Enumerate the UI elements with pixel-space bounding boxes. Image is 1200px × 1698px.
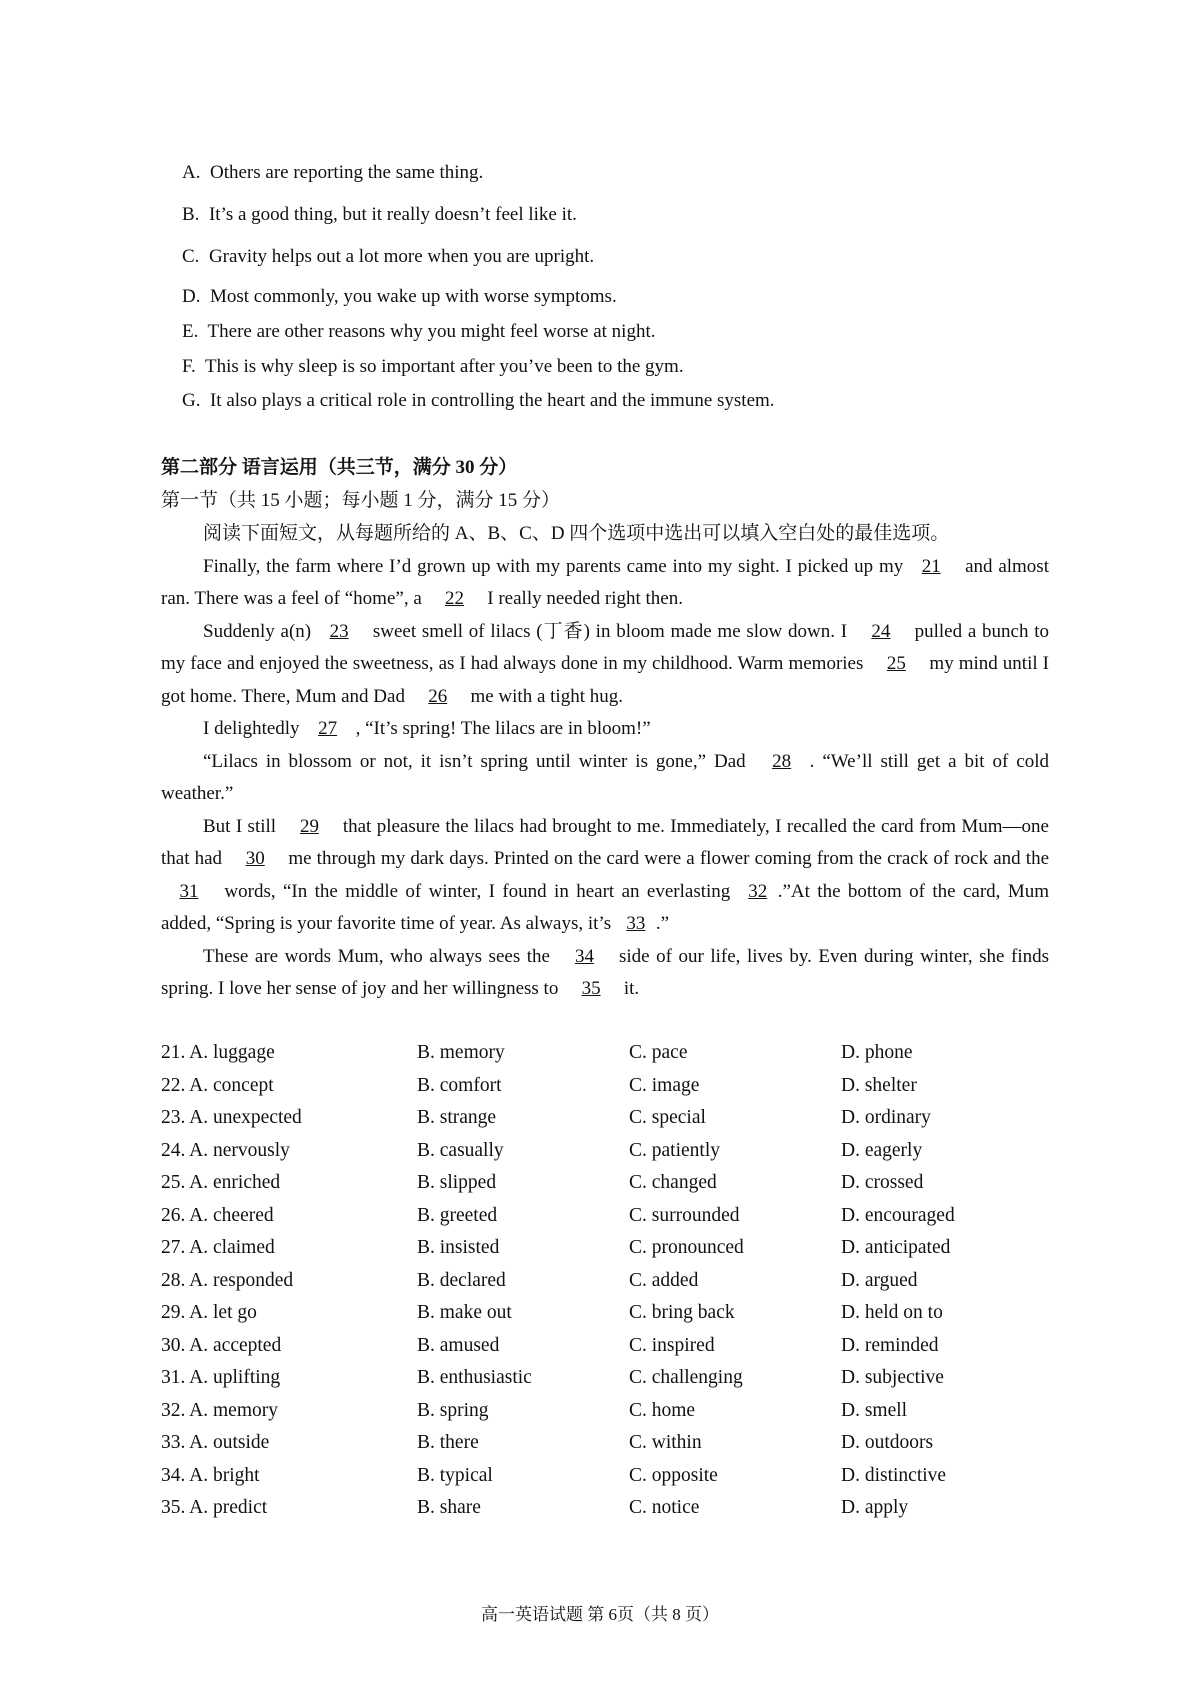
choice-a: 24. A. nervously <box>161 1139 290 1161</box>
option-letter: E. <box>182 321 199 342</box>
choice-a: 29. A. let go <box>161 1302 257 1323</box>
option-letter: D. <box>182 286 201 307</box>
passage-text: sweet smell of lilacs (丁香) in bloom made me slow down. I <box>367 620 853 642</box>
blank-33: 33 <box>626 913 646 934</box>
choice-a: 30. A. accepted <box>161 1334 282 1356</box>
option-letter: F. <box>182 356 196 377</box>
passage-text: I really needed right then. <box>482 588 683 609</box>
choice-d: D. argued <box>841 1269 918 1291</box>
blank-22: 22 <box>445 588 465 609</box>
choice-b: B. casually <box>417 1139 504 1161</box>
choice-b: B. memory <box>417 1042 505 1063</box>
option-d <box>182 285 617 309</box>
choice-a: 25. A. enriched <box>161 1172 281 1193</box>
passage-text: pulled a bunch to my face and enjoyed the sweetness, as I had always done in my childhood. Warm memories <box>161 620 1049 674</box>
blank-32: 32 <box>748 880 768 902</box>
choice-d: D. phone <box>841 1042 913 1063</box>
passage-paragraph-3 <box>161 713 1049 746</box>
option-letter: A. <box>182 162 201 183</box>
choice-b: B. spring <box>417 1399 489 1421</box>
question-row-30 <box>161 1330 1061 1362</box>
blank-24: 24 <box>871 620 891 642</box>
option-text: It’s a good thing, but it really doesn’t feel like it. <box>208 204 577 225</box>
choice-b: B. typical <box>417 1464 493 1486</box>
passage-paragraph-4 <box>161 746 1049 811</box>
question-row-26 <box>161 1200 1061 1232</box>
choice-b: B. strange <box>417 1107 497 1128</box>
passage-paragraph-5 <box>161 811 1049 941</box>
question-row-28 <box>161 1265 1061 1297</box>
passage-text: . “We’ll still get a bit of cold weather.” <box>161 750 1049 804</box>
choice-b: B. declared <box>417 1269 506 1291</box>
option-text: Others are reporting the same thing. <box>209 162 484 183</box>
choice-a: 33. A. outside <box>161 1432 270 1453</box>
option-text: There are other reasons why you might feel worse at night. <box>207 321 656 342</box>
choice-c: C. bring back <box>629 1302 735 1323</box>
passage-paragraph-1 <box>161 551 1049 616</box>
option-g <box>182 389 775 413</box>
choice-c: C. added <box>629 1269 699 1291</box>
choice-b: B. insisted <box>417 1237 500 1258</box>
question-row-31 <box>161 1362 1061 1394</box>
option-letter: G. <box>182 390 201 411</box>
choice-a: 31. A. uplifting <box>161 1367 281 1388</box>
choice-a: 26. A. cheered <box>161 1204 274 1226</box>
choice-c: C. special <box>629 1107 706 1128</box>
instruction: 阅读下面短文，从每题所给的 A、B、C、D 四个选项中选出可以填入空白处的最佳选项。 <box>203 523 950 544</box>
question-row-34 <box>161 1460 1061 1492</box>
option-c <box>182 245 594 269</box>
choice-b: B. enthusiastic <box>417 1367 532 1388</box>
blank-29: 29 <box>299 815 319 837</box>
question-row-25 <box>161 1167 1061 1199</box>
choice-b: B. greeted <box>417 1204 498 1226</box>
question-row-27 <box>161 1232 1061 1264</box>
choice-d: D. anticipated <box>841 1237 951 1258</box>
option-text: It also plays a critical role in controlling the heart and the immune system. <box>209 390 775 411</box>
choice-d: D. smell <box>841 1399 908 1421</box>
question-row-24 <box>161 1135 1061 1167</box>
passage-text: it. <box>619 978 640 999</box>
page-footer: 高一英语试题 第 6页（共 8 页） <box>481 1605 719 1624</box>
passage-text: my mind until I got home. There, Mum and Dad <box>161 653 1049 707</box>
question-row-22 <box>161 1070 1061 1102</box>
question-row-32 <box>161 1395 1061 1427</box>
option-text: Most commonly, you wake up with worse symptoms. <box>209 286 617 307</box>
blank-34: 34 <box>574 945 594 967</box>
passage-paragraph-2 <box>161 616 1049 714</box>
choice-c: C. home <box>629 1399 696 1421</box>
option-b <box>182 203 577 227</box>
blank-21: 21 <box>921 555 941 577</box>
passage-text: and almost ran. There was a feel of “home”, a <box>161 555 1049 609</box>
choice-d: D. encouraged <box>841 1204 955 1226</box>
blank-26: 26 <box>428 685 448 707</box>
choice-a: 32. A. memory <box>161 1399 278 1421</box>
blank-35: 35 <box>581 978 601 999</box>
choice-b: B. comfort <box>417 1074 502 1096</box>
choice-a: 28. A. responded <box>161 1269 294 1291</box>
choice-a: 35. A. predict <box>161 1497 268 1518</box>
passage-text: .” <box>655 913 670 934</box>
choice-d: D. reminded <box>841 1334 939 1356</box>
choice-b: B. make out <box>417 1302 512 1323</box>
question-row-33 <box>161 1427 1061 1459</box>
passage-text: But I still <box>203 815 282 837</box>
question-row-23 <box>161 1102 1061 1134</box>
choice-a: 21. A. luggage <box>161 1042 275 1063</box>
passage-text: me through my dark days. Printed on the card were a flower coming from the crack of rock and the <box>283 848 1049 869</box>
choice-d: D. eagerly <box>841 1139 923 1161</box>
option-text: This is why sleep is so important after you’ve been to the gym. <box>204 356 684 377</box>
choice-b: B. slipped <box>417 1172 497 1193</box>
choice-c: C. opposite <box>629 1464 718 1486</box>
passage-paragraph-6 <box>161 941 1049 1006</box>
choice-d: D. crossed <box>841 1172 924 1193</box>
choice-c: C. pronounced <box>629 1237 744 1258</box>
cloze-passage <box>161 518 1049 1006</box>
question-row-35 <box>161 1492 1061 1524</box>
choice-b: B. amused <box>417 1334 500 1356</box>
choice-c: C. notice <box>629 1497 700 1518</box>
option-e <box>182 320 655 344</box>
option-a <box>182 161 483 185</box>
choice-c: C. inspired <box>629 1334 715 1356</box>
passage-text: Finally, the farm where I’d grown up with my parents came into my sight. I picked up my <box>203 555 904 577</box>
blank-23: 23 <box>329 620 349 642</box>
choice-d: D. outdoors <box>841 1432 934 1453</box>
passage-text: me with a tight hug. <box>465 685 623 707</box>
section-subtitle: 第一节（共 15 小题；每小题 1 分，满分 15 分） <box>161 490 561 511</box>
passage-text: These are words Mum, who always sees the <box>203 945 557 967</box>
section-title: 第二部分 语言运用（共三节，满分 30 分） <box>161 457 518 478</box>
choice-d: D. apply <box>841 1497 909 1518</box>
question-row-21 <box>161 1037 1061 1069</box>
choice-c: C. challenging <box>629 1367 743 1388</box>
choice-c: C. changed <box>629 1172 717 1193</box>
blank-28: 28 <box>772 750 792 772</box>
blank-27: 27 <box>318 718 338 739</box>
passage-text: , “It’s spring! The lilacs are in bloom!” <box>355 718 651 739</box>
passage-text: “Lilacs in blossom or not, it isn’t spring until winter is gone,” Dad <box>203 750 754 772</box>
passage-text: Suddenly a(n) <box>203 620 312 642</box>
choice-d: D. held on to <box>841 1302 943 1323</box>
option-letter: B. <box>182 204 200 225</box>
choice-c: C. within <box>629 1432 702 1453</box>
passage-text: words, “In the middle of winter, I found in heart an everlasting <box>217 880 738 902</box>
choice-c: C. image <box>629 1074 700 1096</box>
passage-text: I delightedly <box>203 718 300 739</box>
passage-text: side of our life, lives by. Even during winter, she finds spring. I love her sense of joy and her willingness to <box>161 945 1049 999</box>
choice-a: 27. A. claimed <box>161 1237 275 1258</box>
choice-a: 34. A. bright <box>161 1464 260 1486</box>
blank-31: 31 <box>179 880 199 902</box>
choice-d: D. ordinary <box>841 1107 931 1128</box>
passage-text: that pleasure the lilacs had brought to me. Immediately, I recalled the card from Mum—one that had <box>161 815 1049 869</box>
option-letter: C. <box>182 246 200 267</box>
choice-b: B. share <box>417 1497 481 1518</box>
choice-a: 23. A. unexpected <box>161 1107 302 1128</box>
choice-d: D. shelter <box>841 1074 917 1096</box>
choice-d: D. distinctive <box>841 1464 947 1486</box>
choice-c: C. surrounded <box>629 1204 740 1226</box>
choice-c: C. patiently <box>629 1139 720 1161</box>
choice-d: D. subjective <box>841 1367 944 1388</box>
passage-text: .”At the bottom of the card, Mum added, “Spring is your favorite time of year. As always, it’s <box>161 880 1049 934</box>
choice-a: 22. A. concept <box>161 1074 274 1096</box>
choice-c: C. pace <box>629 1042 688 1063</box>
question-row-29 <box>161 1297 1061 1329</box>
blank-30: 30 <box>245 848 265 869</box>
choice-b: B. there <box>417 1432 479 1453</box>
option-f <box>182 355 684 379</box>
blank-25: 25 <box>886 653 906 674</box>
option-text: Gravity helps out a lot more when you are upright. <box>208 246 595 267</box>
